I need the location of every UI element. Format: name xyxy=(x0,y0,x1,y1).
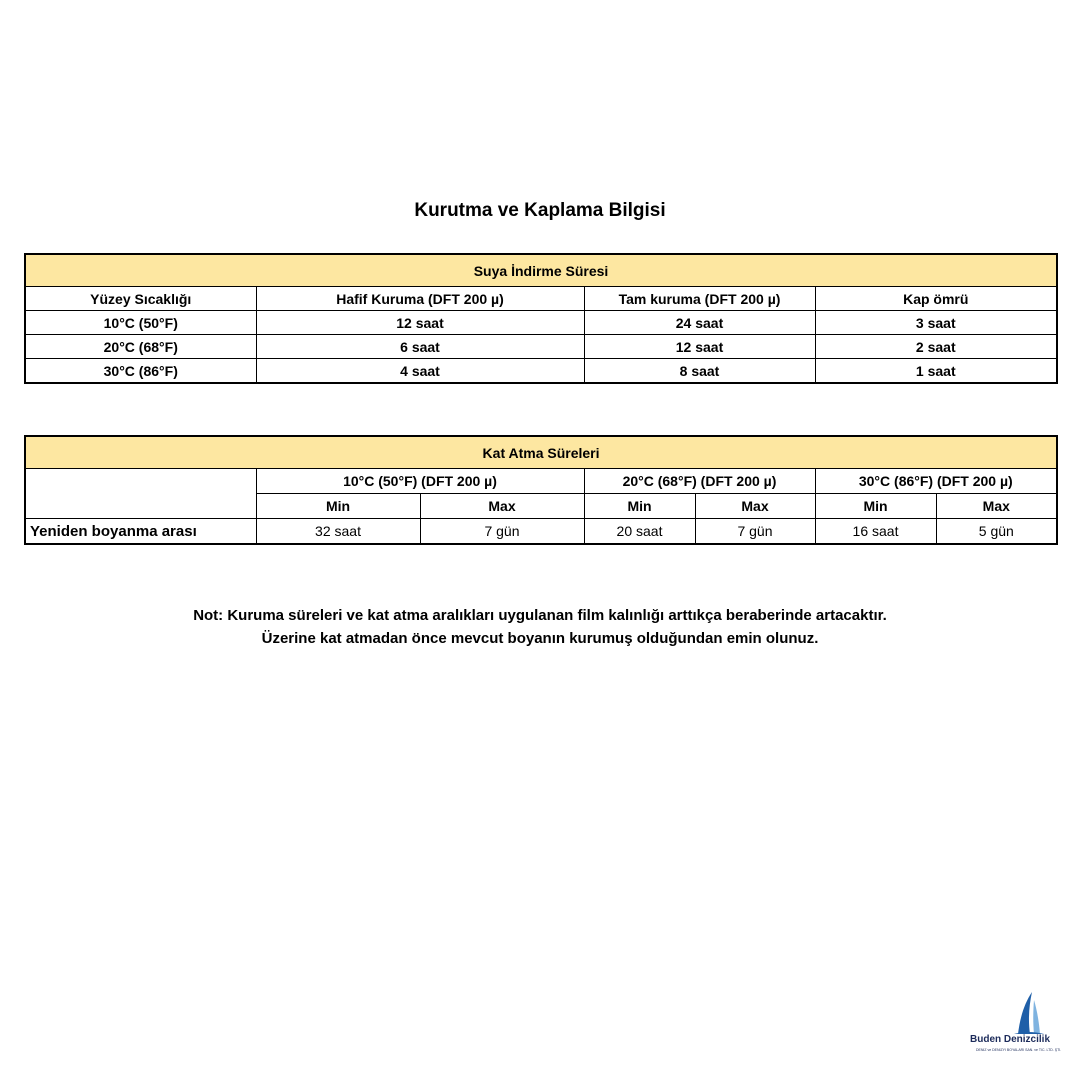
recoat-table xyxy=(24,435,1058,545)
table-row xyxy=(25,311,1057,335)
table-cell: 30°C (86°F) xyxy=(25,359,256,384)
temp-header: 30°C (86°F) (DFT 200 µ) xyxy=(815,469,1057,494)
column-header: Hafif Kuruma (DFT 200 µ) xyxy=(256,287,584,311)
table-row xyxy=(25,359,1057,384)
max-header: Max xyxy=(936,494,1057,519)
page-title: Kurutma ve Kaplama Bilgisi xyxy=(414,200,666,221)
company-logo xyxy=(970,990,1074,1070)
max-header: Max xyxy=(695,494,815,519)
temp-header: 10°C (50°F) (DFT 200 µ) xyxy=(256,469,584,494)
column-header: Kap ömrü xyxy=(815,287,1057,311)
table-cell: 20 saat xyxy=(584,519,695,545)
table-cell: 16 saat xyxy=(815,519,936,545)
note-line: Üzerine kat atmadan önce mevcut boyanın kurumuş olduğundan emin olunuz. xyxy=(261,630,819,647)
column-header: Tam kuruma (DFT 200 µ) xyxy=(584,287,815,311)
sail-icon xyxy=(970,990,1074,1036)
note-line: Not: Kuruma süreleri ve kat atma aralıkları uygulanan film kalınlığı arttıkça beraberinde artacaktır. xyxy=(193,607,887,624)
table-cell: 10°C (50°F) xyxy=(25,311,256,335)
table-row xyxy=(25,335,1057,359)
max-header: Max xyxy=(420,494,584,519)
logo-name: Buden Denizcilik xyxy=(970,1034,1051,1045)
table-cell: 20°C (68°F) xyxy=(25,335,256,359)
table-cell: 12 saat xyxy=(256,311,584,335)
table-row xyxy=(25,519,1057,545)
table-cell: 4 saat xyxy=(256,359,584,384)
table-cell: 24 saat xyxy=(584,311,815,335)
min-header: Min xyxy=(584,494,695,519)
table-cell: 32 saat xyxy=(256,519,420,545)
empty-corner-cell xyxy=(25,469,256,519)
recoat-temp-headers xyxy=(25,469,1057,494)
drying-column-headers xyxy=(25,287,1057,311)
table-cell: 5 gün xyxy=(936,519,1057,545)
min-header: Min xyxy=(256,494,420,519)
table-cell: 3 saat xyxy=(815,311,1057,335)
recoat-row-label: Yeniden boyanma arası xyxy=(25,519,256,545)
drying-table-header: Suya İndirme Süresi xyxy=(25,254,1057,287)
table-cell: 6 saat xyxy=(256,335,584,359)
logo-subtitle: DENİZ ve DENİZYİ BOYALARI SAN. ve TİC. LTD. ŞTİ. xyxy=(976,1048,1062,1052)
recoat-table-header: Kat Atma Süreleri xyxy=(25,436,1057,469)
temp-header: 20°C (68°F) (DFT 200 µ) xyxy=(584,469,815,494)
column-header: Yüzey Sıcaklığı xyxy=(25,287,256,311)
note xyxy=(0,604,1080,650)
table-cell: 12 saat xyxy=(584,335,815,359)
table-cell: 8 saat xyxy=(584,359,815,384)
table-cell: 7 gün xyxy=(420,519,584,545)
table-cell: 2 saat xyxy=(815,335,1057,359)
table-cell: 7 gün xyxy=(695,519,815,545)
table-cell: 1 saat xyxy=(815,359,1057,384)
min-header: Min xyxy=(815,494,936,519)
drying-table xyxy=(24,253,1058,384)
